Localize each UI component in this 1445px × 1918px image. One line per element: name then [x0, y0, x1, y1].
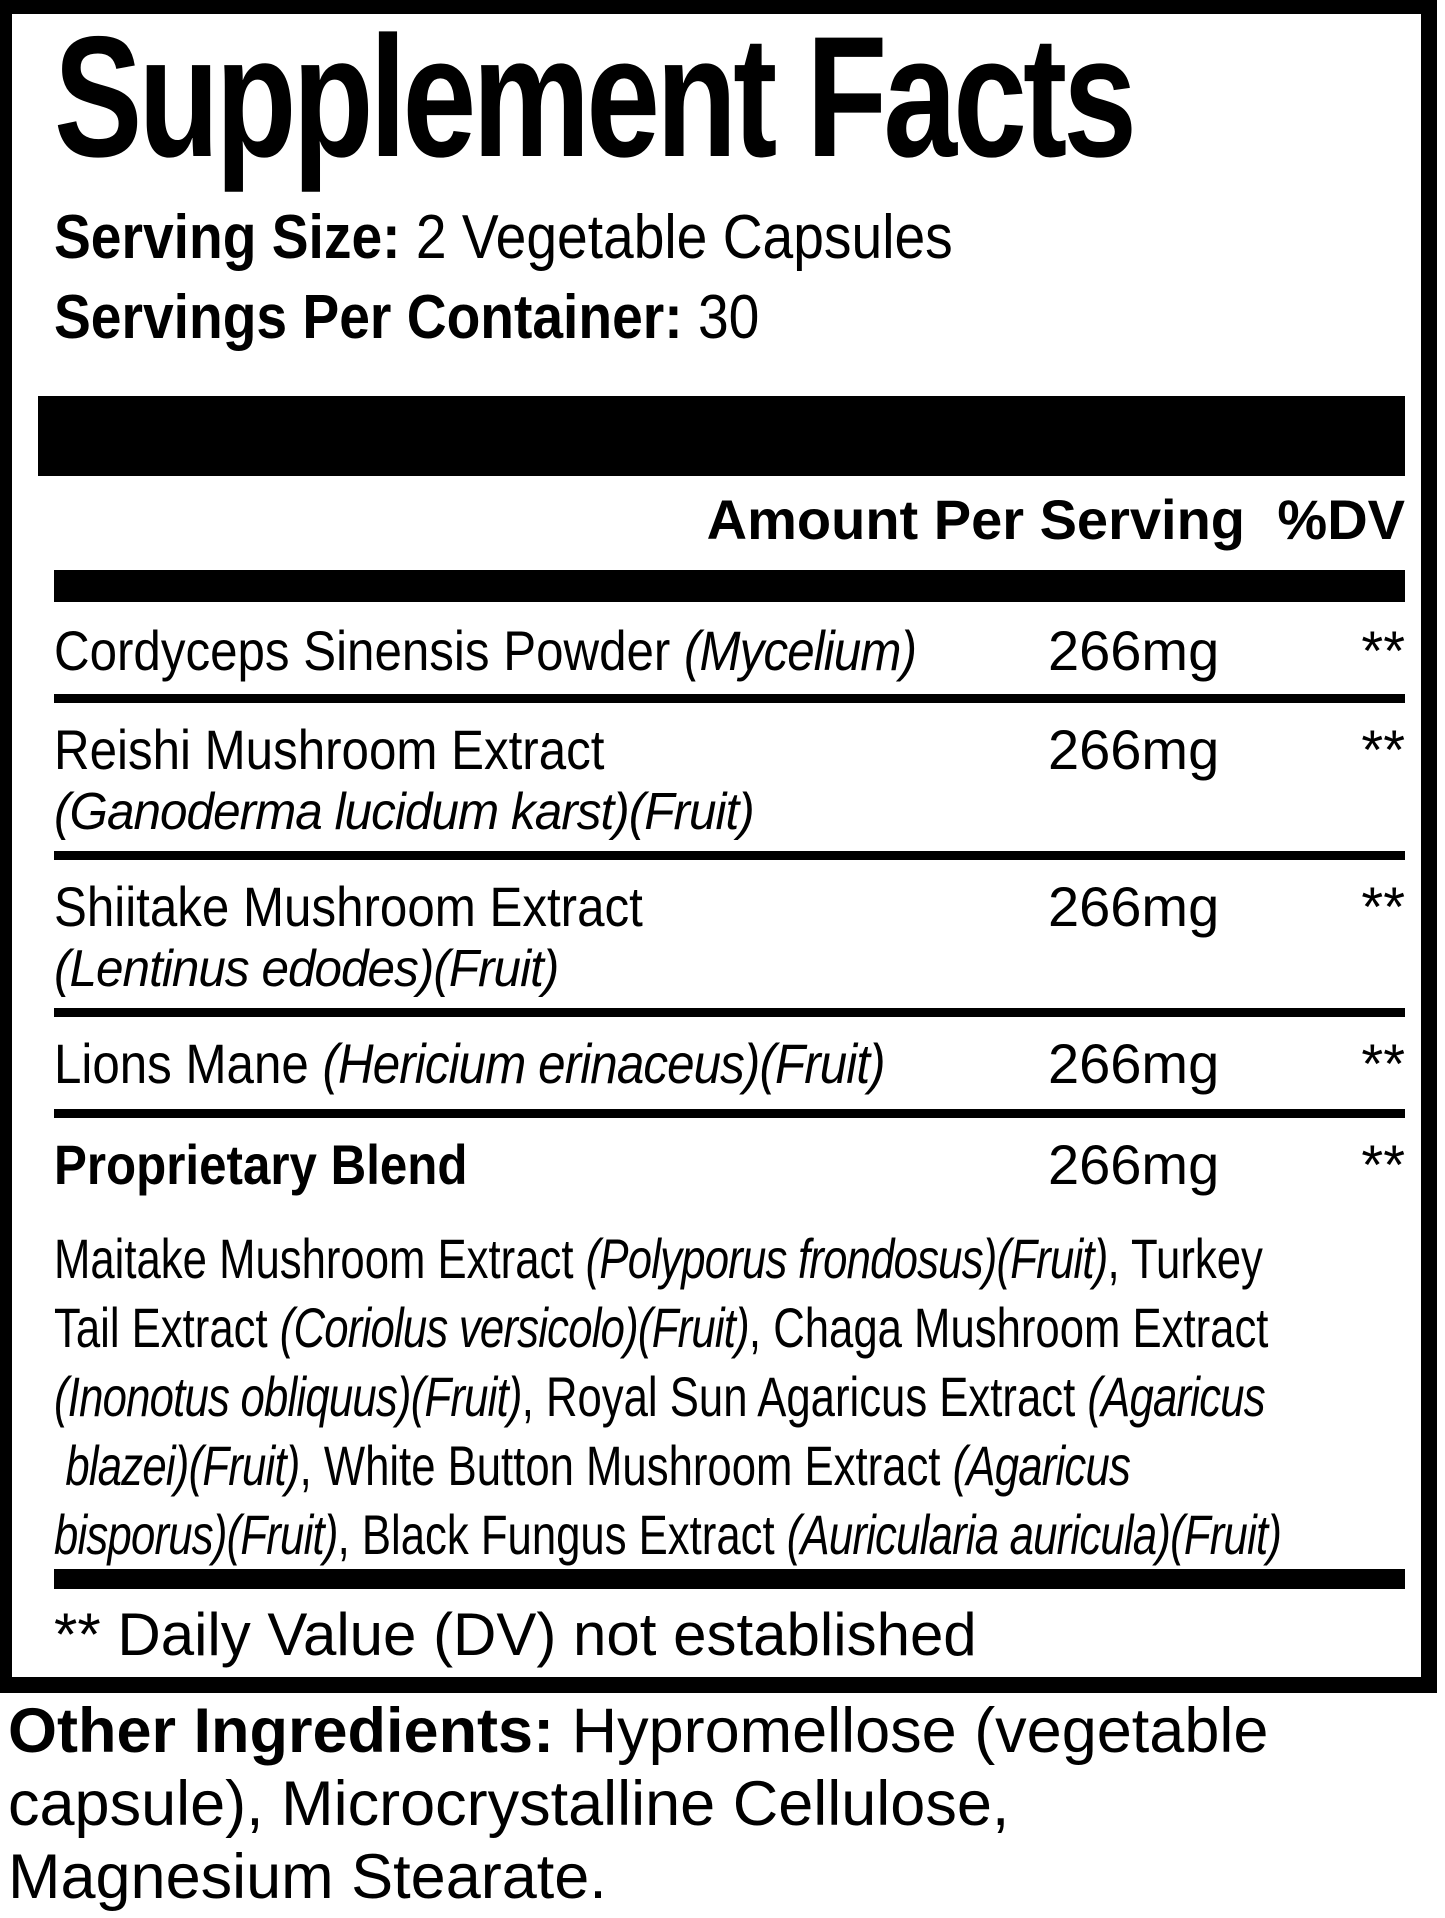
blend-description-line — [54, 1362, 1265, 1431]
blend-description-line — [54, 1293, 1269, 1362]
ingredient-amount: 266mg — [1048, 619, 1220, 682]
amount-per-serving-header: Amount Per Serving — [706, 488, 1245, 551]
row-divider — [54, 1109, 1405, 1118]
servings-per-container-label: Servings Per Container: — [54, 283, 683, 352]
other-ingredients-label: Other Ingredients: — [8, 1696, 555, 1766]
ingredient-name: Lions Mane — [54, 1032, 309, 1095]
other-ingredients-text: Hypromellose (vegetable — [554, 1696, 1269, 1766]
blend-description-line — [54, 1431, 1131, 1500]
blend-latin-segment: (Agaricus — [1087, 1365, 1265, 1428]
servings-per-container-line — [54, 278, 1256, 358]
ingredient-name-cell — [54, 876, 1048, 998]
ingredient-name-line — [54, 1033, 929, 1095]
blend-latin-segment: (Inonotus obliquus)(Fruit) — [54, 1365, 522, 1428]
ingredient-name: Reishi Mushroom Extract — [54, 718, 605, 781]
ingredient-latin-name: (Hericium erinaceus)(Fruit) — [322, 1032, 885, 1095]
serving-size-line — [54, 198, 1256, 278]
serving-info — [54, 198, 1256, 358]
ingredient-dv: ** — [1361, 875, 1405, 938]
ingredient-dv: ** — [1361, 619, 1405, 682]
ingredient-latin-name: (Lentinus edodes)(Fruit) — [54, 940, 559, 998]
blend-latin-segment: (Polyporus frondosus)(Fruit) — [585, 1227, 1108, 1290]
blend-text-segment: , Black Fungus Extract — [337, 1503, 787, 1566]
ingredient-amount: 266mg — [1048, 1133, 1220, 1196]
ingredient-name: Shiitake Mushroom Extract — [54, 875, 643, 938]
ingredient-amount: 266mg — [1048, 875, 1220, 938]
ingredient-row — [54, 602, 1405, 694]
ingredient-row — [54, 1118, 1405, 1210]
other-ingredients — [0, 1695, 1445, 1914]
ingredient-latin-name: (Ganoderma lucidum karst)(Fruit) — [54, 783, 754, 841]
ingredient-rows — [54, 602, 1405, 1210]
ingredient-amount: 266mg — [1048, 718, 1220, 781]
row-divider — [54, 1008, 1405, 1017]
daily-value-footnote: ** Daily Value (DV) not established — [54, 1601, 977, 1668]
serving-size-label: Serving Size: — [54, 203, 401, 272]
blend-text-segment: Tail Extract — [54, 1296, 280, 1359]
ingredient-row — [54, 860, 1405, 1008]
blend-description-line — [54, 1500, 1282, 1569]
ingredient-row — [54, 703, 1405, 851]
blend-latin-segment: (Auricularia auricula)(Fruit) — [786, 1503, 1282, 1566]
ingredient-name-cell — [54, 1134, 1048, 1196]
blend-latin-segment: blazei)(Fruit) — [54, 1434, 300, 1497]
ingredient-dv: ** — [1361, 1133, 1405, 1196]
ingredient-name-line — [54, 1134, 929, 1196]
ingredient-name: Proprietary Blend — [54, 1133, 468, 1196]
ingredient-row — [54, 1017, 1405, 1109]
other-ingredients-line — [8, 1695, 1445, 1768]
ingredient-dv: ** — [1361, 1032, 1405, 1095]
blend-latin-segment: bisporus)(Fruit) — [54, 1503, 338, 1566]
ingredient-name-cell — [54, 1033, 1048, 1095]
blend-text-segment: , White Button Mushroom Extract — [299, 1434, 953, 1497]
blend-latin-segment: (Coriolus versicolo)(Fruit) — [279, 1296, 749, 1359]
section-bar-medium — [54, 570, 1405, 602]
row-divider — [54, 694, 1405, 703]
blend-latin-segment: (Agaricus — [952, 1434, 1131, 1497]
section-bar-thick — [38, 396, 1405, 476]
blend-description-line — [54, 1224, 1263, 1293]
ingredient-name: Cordyceps Sinensis Powder — [54, 619, 671, 682]
ingredient-name-line — [54, 719, 929, 781]
ingredient-name-line — [54, 620, 929, 682]
blend-text-segment: , Royal Sun Agaricus Extract — [521, 1365, 1088, 1428]
percent-dv-header: %DV — [1277, 488, 1405, 551]
row-divider — [54, 851, 1405, 860]
other-ingredients-line: Magnesium Stearate. — [8, 1842, 607, 1912]
table-header-row — [54, 488, 1405, 551]
panel-title: Supplement Facts — [54, 1, 1134, 193]
serving-size-value: 2 Vegetable Capsules — [400, 203, 953, 272]
ingredient-name-cell — [54, 719, 1048, 841]
blend-text-segment: , Chaga Mushroom Extract — [748, 1296, 1269, 1359]
blend-text-segment: , Turkey — [1107, 1227, 1263, 1290]
blend-text-segment: Maitake Mushroom Extract — [54, 1227, 586, 1290]
footnote-bar — [54, 1569, 1405, 1589]
ingredient-name-line — [54, 876, 929, 938]
ingredient-latin-name: (Mycelium) — [683, 619, 917, 682]
servings-per-container-value: 30 — [682, 283, 760, 352]
ingredient-name-cell — [54, 620, 1048, 682]
proprietary-blend-description — [54, 1224, 1405, 1569]
ingredient-amount: 266mg — [1048, 1032, 1220, 1095]
other-ingredients-line: capsule), Microcrystalline Cellulose, — [8, 1769, 1010, 1839]
ingredient-dv: ** — [1361, 718, 1405, 781]
